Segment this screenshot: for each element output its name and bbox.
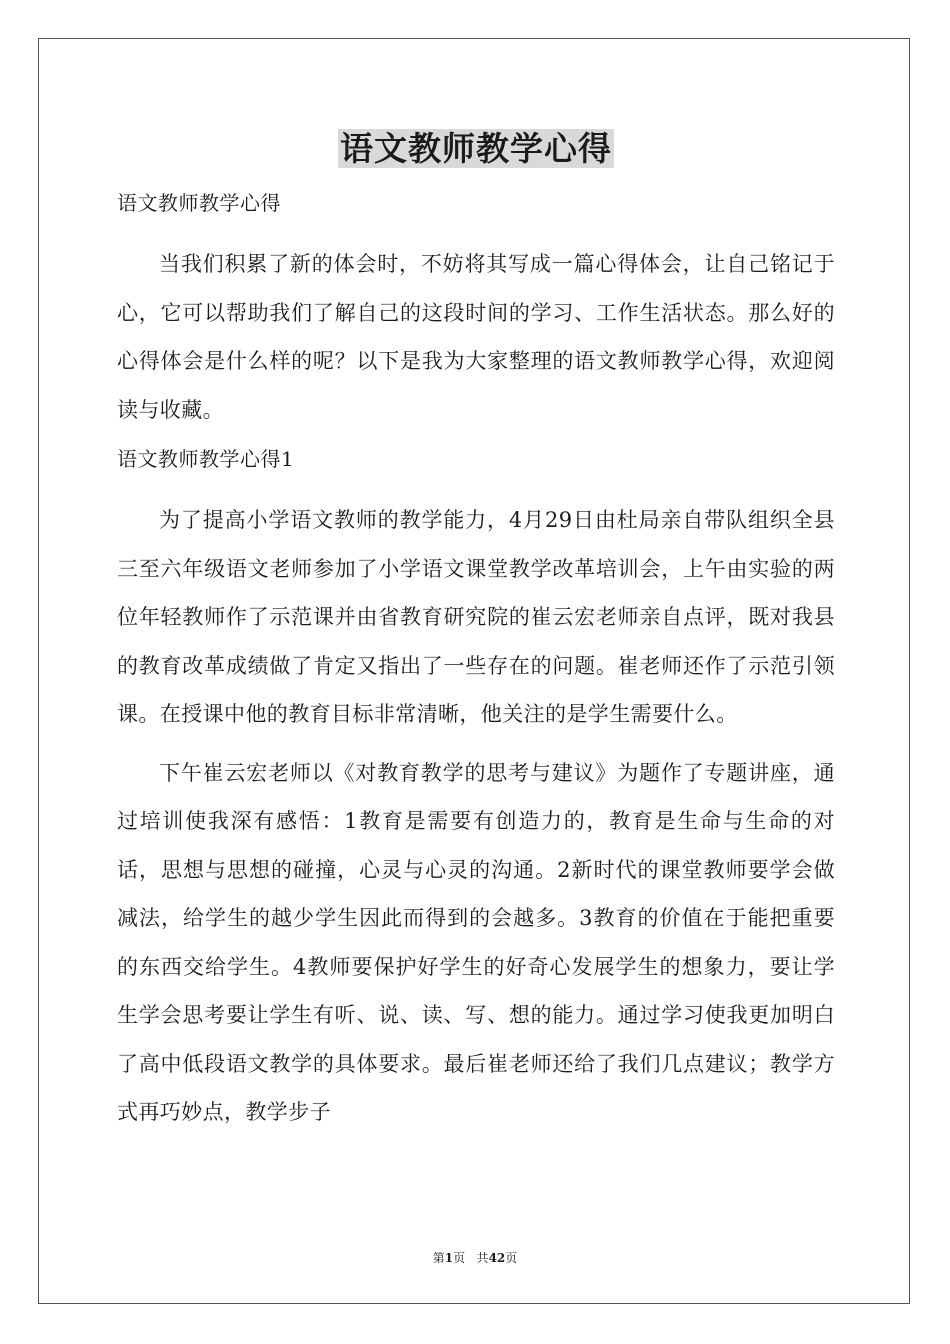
section-heading: 语文教师教学心得1 <box>117 447 295 471</box>
body-paragraph: 下午崔云宏老师以《对教育教学的思考与建议》为题作了专题讲座，通过培训使我深有感悟：1教育是需要有创造力的，教育是生命与生命的对话，思想与思想的碰撞，心灵与心灵的沟通。2新时代的课堂教师要学会做减法，给学生的越少学生因此而得到的会越多。3教育的价值在于能把重要的东西交给学生。4教师要保护好学生的好奇心发展学生的想象力，要让学生学会思考要让学生有听、说、读、写、想的能力。通过学习使我更加明白了高中低段语文教学的具体要求。最后崔老师还给了我们几点建议；教学方式再巧妙点，教学步子 <box>117 760 835 1124</box>
footer-total-pages: 42 <box>488 1251 506 1265</box>
footer-total-prefix: 共 <box>476 1251 489 1265</box>
footer-page-number: 1 <box>444 1251 454 1265</box>
intro-paragraph: 当我们积累了新的体会时，不妨将其写成一篇心得体会，让自己铭记于心，它可以帮助我们了解自己的这段时间的学习、工作生活状态。那么好的心得体会是什么样的呢？以下是我为大家整理的语文教师教学心得，欢迎阅读与收藏。 <box>117 252 835 422</box>
footer-page-suffix: 页 <box>453 1251 466 1265</box>
footer-page-prefix: 第 <box>432 1251 445 1265</box>
page-footer <box>0 1250 950 1266</box>
footer-total-suffix: 页 <box>505 1251 518 1265</box>
document-subtitle: 语文教师教学心得 <box>117 191 281 215</box>
body-paragraph: 为了提高小学语文教师的教学能力，4月29日由杜局亲自带队组织全县三至六年级语文老师参加了小学语文课堂教学改革培训会，上午由实验的两位年轻教师作了示范课并由省教育研究院的崔云宏老师亲自点评，既对我县的教育改革成绩做了肯定又指出了一些存在的问题。崔老师还作了示范引领课。在授课中他的教育目标非常清晰，他关注的是学生需要什么。 <box>117 508 835 726</box>
document-title <box>117 124 835 174</box>
document-title-text: 语文教师教学心得 <box>340 129 612 168</box>
document-body <box>117 124 835 1137</box>
